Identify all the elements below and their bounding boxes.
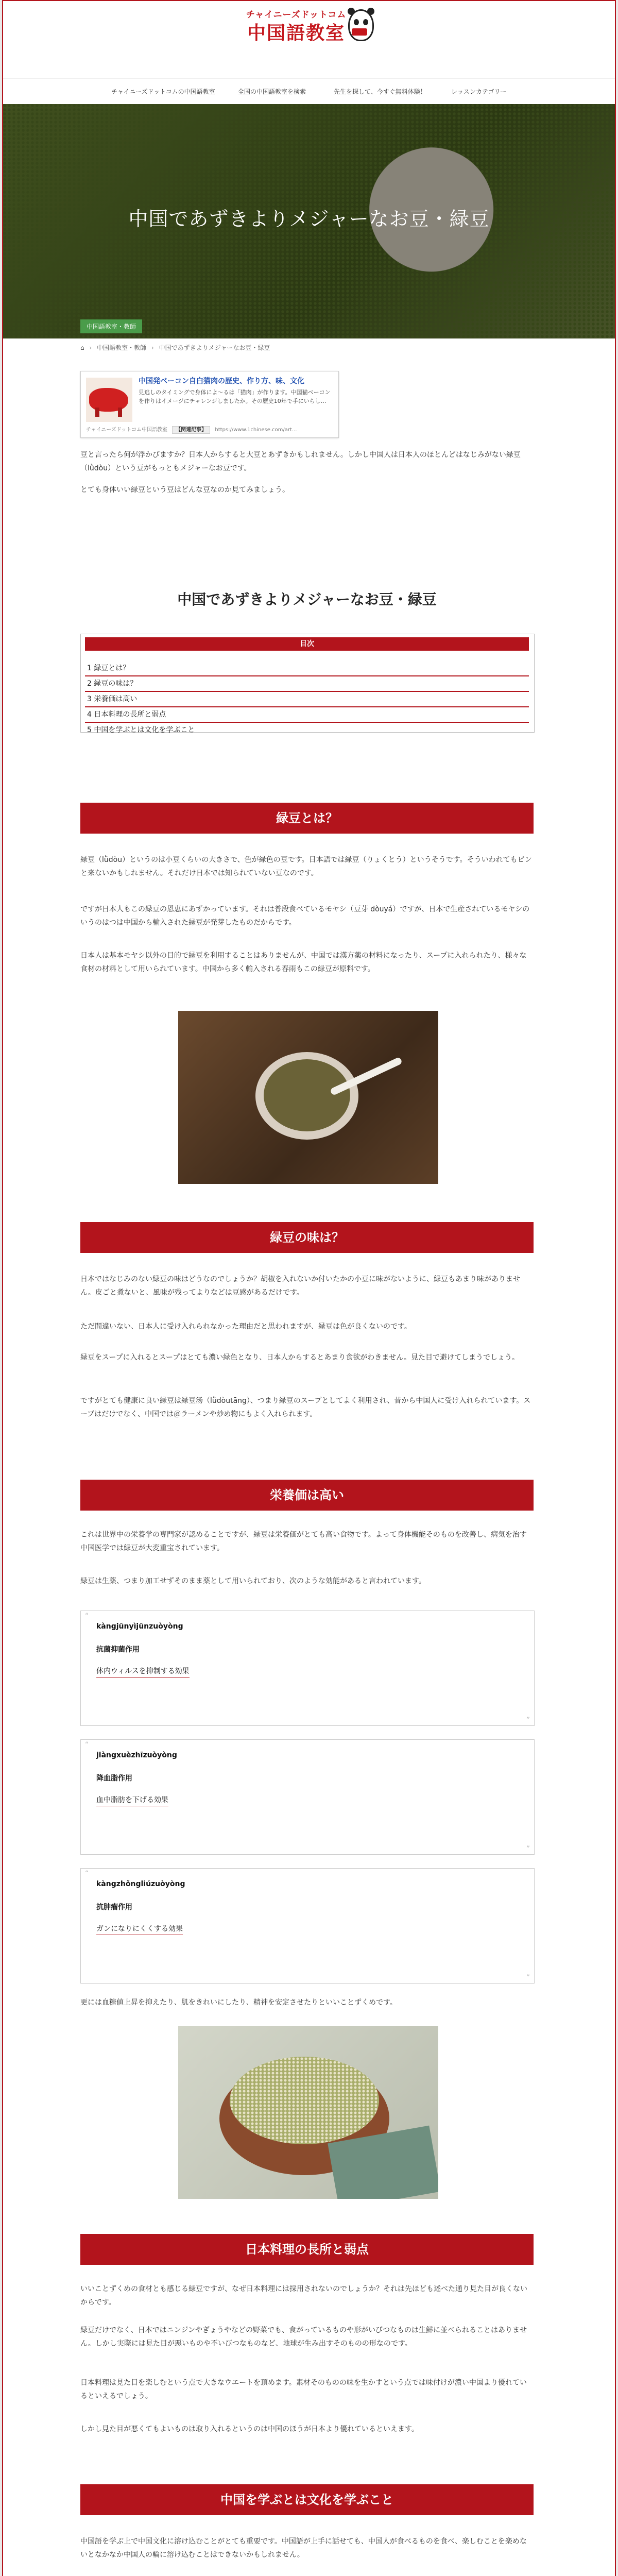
paragraph: 緑豆は生薬、つまり加工せずそのまま薬として用いられており、次のような効能があると言われています。 xyxy=(80,1577,426,1585)
breadcrumb: ⌂ › 中国語教室・教師 › 中国であずきよりメジャーなお豆・緑豆 xyxy=(80,344,270,351)
paragraph: いいことずくめの食材とも感じる緑豆ですが、なぜ日本料理には採用されないのでしょうか？それは先ほども述べた通り見た目が良くないからです。 xyxy=(80,2285,527,2307)
paragraph: しかし見た目が悪くてもよいものは取り入れるというのは中国のほうが日本より優れているといえます。 xyxy=(80,2425,419,2433)
effect-pinyin: jiàngxuèzhīzuòyòng xyxy=(96,1751,177,1759)
paragraph: 緑豆（lǜdòu）というのは小豆くらいの大きさで、色が緑色の豆です。日本語では緑豆（りょくとう）というそうです。そういわれてもピンと来ないかもしれません。それだけ日本では知られていない豆なのです。 xyxy=(80,856,532,877)
effect-box xyxy=(80,1739,535,1855)
main-nav xyxy=(3,78,615,105)
section-body xyxy=(80,2282,534,2309)
section-body xyxy=(80,2535,534,2562)
article-title: 中国であずきよりメジャーなお豆・緑豆 xyxy=(177,591,437,608)
paragraph: ですが日本人もこの緑豆の恩恵にあずかっています。それは普段食べているモヤシ（豆芽 dòuyá）ですが、日本で生産されているモヤシのいうのはつは中国から輸入された緑豆が発芽したものだからです。 xyxy=(80,905,530,927)
paragraph: 緑豆をスープに入れるとスープはとても濃い緑色となり、日本人からするとあまり食欲がわきません。見た目で避けてしまうでしょう。 xyxy=(80,1353,520,1362)
nav-item-search[interactable]: 全国の中国語教室を検索 xyxy=(238,88,306,95)
section-body xyxy=(80,949,534,976)
section-body xyxy=(80,1273,534,1299)
section-heading-japanese-cuisine: 日本料理の長所と弱点 xyxy=(80,2234,534,2265)
section-body xyxy=(80,903,534,929)
effect-explanation: 体内ウィルスを抑制する効果 xyxy=(96,1666,190,1677)
intro-paragraph: 豆と言ったら何が浮かびますか？日本人からすると大豆とあずきかもしれません。しかし中国人は日本人のほとんどはなじみがない緑豆（lǜdòu）という豆がもっともメジャーなお豆です。 xyxy=(80,451,521,472)
table-of-contents xyxy=(80,634,535,733)
section-body xyxy=(80,2324,534,2350)
section-body xyxy=(80,853,534,880)
breadcrumb-current: 中国であずきよりメジャーなお豆・緑豆 xyxy=(159,344,270,351)
quote-close-icon: ” xyxy=(526,1845,530,1853)
paragraph: 日本料理は見た目を楽しむという点で大きなウエートを頂めます。素材そのものの味を生かすという点では味付けが濃い中国より優れているといえるでしょう。 xyxy=(80,2379,527,2400)
paragraph: 日本人は基本モヤシ以外の目的で緑豆を利用することはありませんが、中国では漢方薬の材料になったり、スープに入れられたり、様々な食材の材料として用いられています。中国から多く輸入される春雨もこの緑豆が原料です。 xyxy=(80,952,527,973)
nav-item-categories[interactable]: レッスンカテゴリー xyxy=(451,88,507,95)
quote-close-icon: ” xyxy=(526,1974,530,1982)
logo-title: 中国語教室 xyxy=(247,23,345,44)
toc-item[interactable]: 2 緑豆の味は？ xyxy=(85,676,529,692)
hero-title: 中国であずきよりメジャーなお豆・緑豆 xyxy=(128,208,490,230)
intro-paragraph: とても身体いい緑豆という豆はどんな豆なのか見てみましょう。 xyxy=(80,486,289,494)
effect-pinyin: kàngjūnyìjūnzuòyòng xyxy=(96,1622,183,1631)
logo-subtitle: チャイニーズドットコム xyxy=(246,10,347,20)
section-body xyxy=(80,1574,534,1588)
effect-pinyin: kàngzhǒngliúzuòyòng xyxy=(96,1880,185,1888)
section-body xyxy=(80,2376,534,2403)
paragraph: 緑豆だけでなく、日本ではニンジンやぎょうやなどの野菜でも、食がっているものや形がいびつなものは生鮮に並べられることはありません。しかし実際には見た目が悪いものや不いびつなものなど、地球が生み出すそのものの形なのです。 xyxy=(80,2326,527,2348)
effect-term: 抗菌抑菌作用 xyxy=(96,1646,140,1654)
section-heading-what: 緑豆とは？ xyxy=(80,803,534,834)
paragraph: 更には血糖値上昇を抑えたり、肌をきれいにしたり、精神を安定させたりといいことずくめです。 xyxy=(80,1998,397,2007)
quote-open-icon: “ xyxy=(85,1612,89,1620)
effect-box xyxy=(80,1868,535,1984)
effect-term: 降血脂作用 xyxy=(96,1774,132,1783)
related-article-card[interactable] xyxy=(80,371,339,438)
toc-item[interactable]: 4 日本料理の長所と弱点 xyxy=(85,707,529,723)
effect-term: 抗肿瘤作用 xyxy=(96,1903,132,1911)
home-icon[interactable]: ⌂ xyxy=(80,344,84,351)
site-header xyxy=(3,1,615,59)
page-frame xyxy=(2,0,616,2576)
section-body xyxy=(80,1394,534,1421)
site-logo[interactable] xyxy=(242,7,371,54)
related-url[interactable]: https://www.1chinese.com/art... xyxy=(215,427,297,433)
paragraph: ただ間違いない、日本人に受け入れられなかった理由だと思われますが、緑豆は色が良くないのです。 xyxy=(80,1323,411,1331)
panda-icon xyxy=(348,9,374,41)
intro-text-2 xyxy=(80,483,534,497)
pig-thumbnail xyxy=(86,378,132,422)
toc-item[interactable]: 1 緑豆とは？ xyxy=(85,661,529,676)
section-heading-nutrition: 栄養価は高い xyxy=(80,1480,534,1511)
nav-item-trial[interactable]: 先生を探して、今すぐ無料体験！ xyxy=(334,88,426,95)
soup-photo xyxy=(178,1011,438,1184)
quote-open-icon: “ xyxy=(85,1741,89,1749)
paragraph: 中国語を学ぶ上で中国文化に溶け込むことがとても重要です。中国語が上手に話せても、中国人が食べるものを食べ、楽しむことを楽めないとなかなか中国人の輪に溶け込むことはできないかもしれません。 xyxy=(80,2537,527,2559)
category-tag[interactable]: 中国語教室・教師 xyxy=(80,319,142,333)
section-body xyxy=(80,1351,534,1364)
section-body xyxy=(80,1996,534,2009)
section-body xyxy=(80,1528,534,1555)
effect-box xyxy=(80,1611,535,1726)
section-heading-taste: 緑豆の味は？ xyxy=(80,1222,534,1253)
effect-explanation: ガンになりにくくする効果 xyxy=(96,1923,183,1935)
breadcrumb-category[interactable]: 中国語教室・教師 xyxy=(97,344,147,351)
section-body xyxy=(80,1320,534,1333)
toc-item[interactable]: 3 栄養価は高い xyxy=(85,692,529,707)
intro-text xyxy=(80,448,534,475)
paragraph: 日本ではなじみのない緑豆の味はどうなのでしょうか？胡椒を入れないか付いたかの小豆に味がないように、緑豆もあまり味がありません。皮ごと煮ないと、風味が残ってよりなどは豆感があるだけです。 xyxy=(80,1275,520,1297)
related-title[interactable]: 中国発ベーコン自白猫肉の歴史、作り方、味、文化 xyxy=(139,377,304,385)
sprouts-photo xyxy=(178,2026,438,2199)
related-label: 【関連記事】 xyxy=(172,426,210,434)
paragraph: これは世界中の栄養学の専門家が認めることですが、緑豆は栄養価がとても高い食物です。よって身体機能そのものを改善し、病気を治す中国医学では緑豆が大変重宝されています。 xyxy=(80,1531,527,1552)
paragraph: ですがとても健康に良い緑豆は緑豆汤（lǜdòutāng）、つまり緑豆のスープとしてよく利用され、昔から中国人に受け入れられています。スープはだけでなく、中国では＠ラーメンや炒め物にもよく入れられます。 xyxy=(80,1397,531,1418)
quote-open-icon: “ xyxy=(85,1870,89,1878)
related-description: 見逃しのタイミングで身体によ〜るは「猫肉」が作ります。中国猫ベーコンを作りはイメージにチャレンジしましたか。その歴史10年で手にいらし… xyxy=(139,389,331,404)
section-heading-culture: 中国を学ぶとは文化を学ぶこと xyxy=(80,2484,534,2515)
toc-heading: 目次 xyxy=(85,637,529,651)
hero-image xyxy=(3,104,615,338)
toc-item[interactable]: 5 中国を学ぶとは文化を学ぶこと xyxy=(87,726,195,734)
nav-item-classroom[interactable]: チャイニーズドットコムの中国語教室 xyxy=(111,88,215,95)
quote-close-icon: ” xyxy=(526,1716,530,1724)
related-source: チャイニーズドットコム中国語教室 xyxy=(86,427,167,433)
effect-explanation: 血中脂肪を下げる効果 xyxy=(96,1794,168,1806)
section-body xyxy=(80,2422,534,2436)
related-footer xyxy=(86,425,333,433)
